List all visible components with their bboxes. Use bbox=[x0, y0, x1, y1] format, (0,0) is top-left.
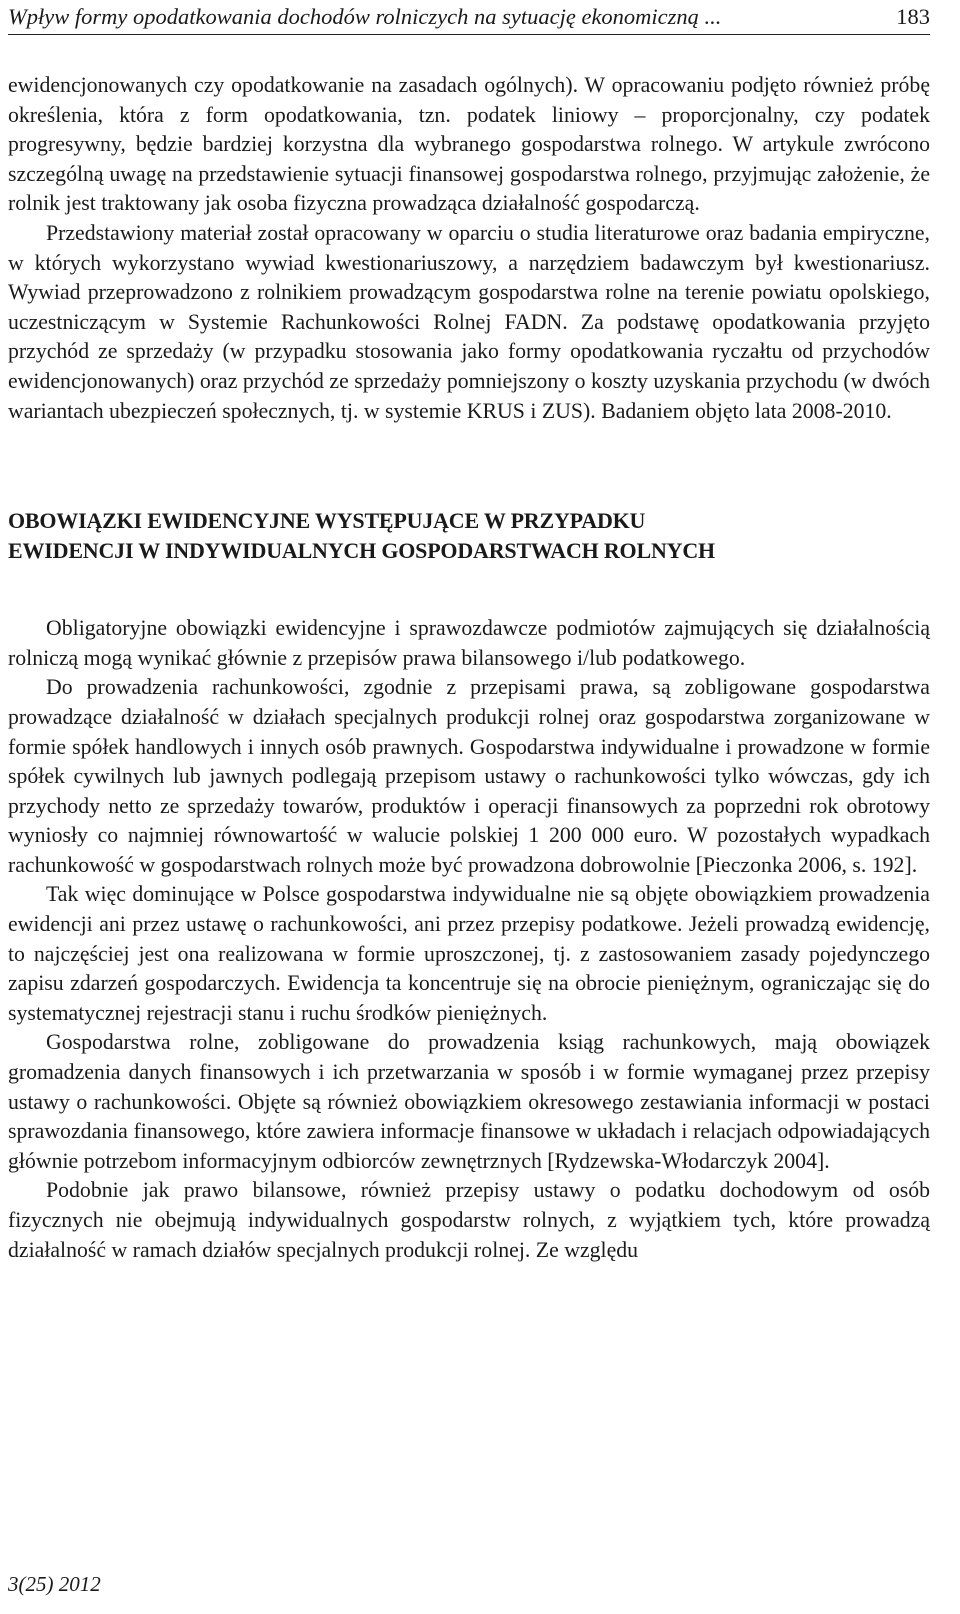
section-paragraph-1: Obligatoryjne obowiązki ewidencyjne i sprawozdawcze podmiotów zajmujących się działalnością rolniczą mogą wynikać głównie z przepisów prawa bilansowego i/lub podatkowego. bbox=[8, 616, 930, 670]
document-page bbox=[8, 0, 930, 1614]
section-paragraph-5: Podobnie jak prawo bilansowe, również przepisy ustawy o podatku dochodowym od osób fizycznych nie obejmują indywidualnych gospodarstw rolnych, z wyjątkiem tych, które prowadzą działalność w ramach działów specjalnych produkcji rolnej. Ze względu bbox=[8, 1178, 930, 1262]
issue-footer: 3(25) 2012 bbox=[8, 1572, 101, 1596]
intro-paragraph-2: Przedstawiony materiał został opracowany w oparciu o studia literaturowe oraz badania empiryczne, w których wykorzystano wywiad kwestionariuszowy, a narzędziem badawczym był kwestionariusz. Wywiad przeprowadzono z rolnikiem prowadzącym gospodarstwa rolne na terenie powiatu opolskiego, uczestniczącym w Systemie Rachunkowości Rolnej FADN. Za podstawę opodatkowania przyjęto przychód ze sprzedaży (w przypadku stosowania jako formy opodatkowania ryczałtu od przychodów ewidencjonowanych) oraz przychód ze sprzedaży pomniejszony o koszty uzyskania przychodu (w dwóch wariantach ubezpieczeń społecznych, tj. w systemie KRUS i ZUS). Badaniem objęto lata 2008-2010. bbox=[8, 220, 930, 423]
section-body bbox=[8, 614, 930, 1265]
section-paragraph-4: Gospodarstwa rolne, zobligowane do prowadzenia ksiąg rachunkowych, mają obowiązek gromadzenia danych finansowych i ich przetwarzania w sposób i w formie wymaganej przez przepisy ustawy o rachunkowości. Objęte są również obowiązkiem okresowego zestawiania informacji w postaci sprawozdania finansowego, które zawiera informacje finansowe w układach i relacjach odpowiadających głównie potrzebom informacyjnym odbiorców zewnętrznych [Rydzewska-Włodarczyk 2004]. bbox=[8, 1030, 930, 1173]
section-paragraph-3: Tak więc dominujące w Polsce gospodarstwa indywidualne nie są objęte obowiązkiem prowadzenia ewidencji ani przez ustawę o rachunkowości, ani przez przepisy podatkowe. Jeżeli prowadzą ewidencję, to najczęściej jest ona realizowana w formie uproszczonej, tj. z zastosowaniem zasady pojedynczego zapisu zdarzeń gospodarczych. Ewidencja ta koncentruje się na obrocie pieniężnym, ograniczając się do systematycznej rejestracji stanu i ruchu środków pieniężnych. bbox=[8, 882, 930, 1025]
body-text bbox=[8, 71, 930, 1265]
running-header bbox=[8, 2, 930, 35]
section-heading-line-2: EWIDENCJI W INDYWIDUALNYCH GOSPODARSTWACH ROLNYCH bbox=[8, 538, 715, 564]
page-number: 183 bbox=[896, 4, 930, 29]
section-heading-line-1: OBOWIĄZKI EWIDENCYJNE WYSTĘPUJĄCE W PRZYPADKU bbox=[8, 508, 646, 534]
running-title: Wpływ formy opodatkowania dochodów rolniczych na sytuację ekonomiczną ... bbox=[8, 4, 722, 29]
intro-paragraph-1: ewidencjonowanych czy opodatkowanie na zasadach ogólnych). W opracowaniu podjęto również próbę określenia, która z form opodatkowania, tzn. podatek liniowy – proporcjonalny, czy podatek progresywny, będzie bardziej korzystna dla wybranego gospodarstwa rolnego. W artykule zwrócono szczególną uwagę na przedstawienie sytuacji finansowej gospodarstwa rolnego, przyjmując założenie, że rolnik jest traktowany jak osoba fizyczna prowadząca działalność gospodarczą. bbox=[8, 73, 930, 216]
section-paragraph-2: Do prowadzenia rachunkowości, zgodnie z przepisami prawa, są zobligowane gospodarstwa prowadzące działalność w działach specjalnych produkcji rolnej oraz gospodarstwa zorganizowane w formie spółek handlowych i innych osób prawnych. Gospodarstwa indywidualne i prowadzone w formie spółek cywilnych lub jawnych podlegają przepisom ustawy o rachunkowości tylko wówczas, gdy ich przychody netto ze sprzedaży towarów, produktów i operacji finansowych za poprzedni rok obrotowy wyniosły co najmniej równowartość w walucie polskiej 1 200 000 euro. W pozostałych wypadkach rachunkowość w gospodarstwach rolnych może być prowadzona dobrowolnie [Pieczonka 2006, s. 192]. bbox=[8, 675, 930, 877]
section-heading bbox=[8, 506, 930, 566]
